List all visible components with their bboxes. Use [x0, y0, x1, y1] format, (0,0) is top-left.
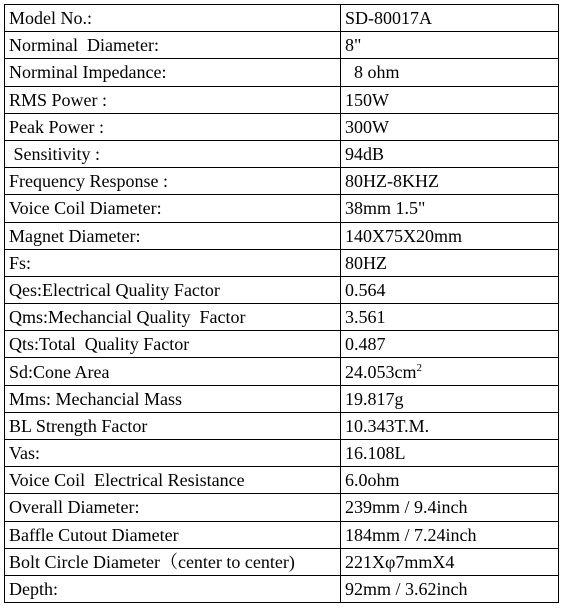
spec-label: Overall Diameter:: [5, 494, 341, 521]
spec-row-voice-coil-resistance: [5, 467, 559, 494]
spec-row-sensitivity: [5, 140, 559, 167]
spec-value: 8 ohm: [341, 59, 559, 86]
spec-value: 221Xφ7mmX4: [341, 548, 559, 575]
spec-label: Depth:: [5, 575, 341, 602]
spec-value: 0.487: [341, 331, 559, 358]
spec-value: 80HZ: [341, 249, 559, 276]
spec-label: Mms: Mechancial Mass: [5, 385, 341, 412]
spec-row-cone-area: [5, 358, 559, 385]
spec-row-bl-strength: [5, 412, 559, 439]
spec-value-text: 24.053cm: [345, 361, 417, 382]
spec-label: BL Strength Factor: [5, 412, 341, 439]
spec-label: Model No.:: [5, 5, 341, 32]
spec-value: 38mm 1.5": [341, 195, 559, 222]
spec-row-qms: [5, 304, 559, 331]
spec-label: Bolt Circle Diameter（center to center): [5, 548, 341, 575]
spec-value: 150W: [341, 86, 559, 113]
spec-label: Frequency Response :: [5, 168, 341, 195]
spec-value: 10.343T.M.: [341, 412, 559, 439]
spec-value: 239mm / 9.4inch: [341, 494, 559, 521]
spec-value: 0.564: [341, 276, 559, 303]
spec-row-magnet-diameter: [5, 222, 559, 249]
spec-label: Qes:Electrical Quality Factor: [5, 276, 341, 303]
spec-label: Norminal Diameter:: [5, 32, 341, 59]
spec-label: Fs:: [5, 249, 341, 276]
spec-value: 300W: [341, 113, 559, 140]
spec-row-voice-coil-diameter: [5, 195, 559, 222]
spec-label: Sd:Cone Area: [5, 358, 341, 385]
spec-row-overall-diameter: [5, 494, 559, 521]
spec-label: Qts:Total Quality Factor: [5, 331, 341, 358]
spec-row-fs: [5, 249, 559, 276]
spec-row-peak-power: [5, 113, 559, 140]
spec-value: 6.0ohm: [341, 467, 559, 494]
spec-value: 92mm / 3.62inch: [341, 575, 559, 602]
spec-row-rms-power: [5, 86, 559, 113]
spec-row-baffle-cutout: [5, 521, 559, 548]
speaker-spec-table: [4, 4, 559, 603]
spec-value: 19.817g: [341, 385, 559, 412]
spec-value: 3.561: [341, 304, 559, 331]
spec-row-nominal-diameter: [5, 32, 559, 59]
spec-label: Voice Coil Diameter:: [5, 195, 341, 222]
spec-row-depth: [5, 575, 559, 602]
spec-label: Voice Coil Electrical Resistance: [5, 467, 341, 494]
spec-row-frequency-response: [5, 168, 559, 195]
spec-label: Baffle Cutout Diameter: [5, 521, 341, 548]
spec-value: [341, 358, 559, 385]
spec-row-qts: [5, 331, 559, 358]
spec-value: 16.108L: [341, 440, 559, 467]
spec-label: Magnet Diameter:: [5, 222, 341, 249]
spec-label: RMS Power :: [5, 86, 341, 113]
spec-label: Norminal Impedance:: [5, 59, 341, 86]
spec-label: Vas:: [5, 440, 341, 467]
spec-value: 140X75X20mm: [341, 222, 559, 249]
spec-value: 80HZ-8KHZ: [341, 168, 559, 195]
superscript-exponent: 2: [416, 361, 422, 374]
spec-row-vas: [5, 440, 559, 467]
spec-row-bolt-circle: [5, 548, 559, 575]
spec-value: 94dB: [341, 140, 559, 167]
spec-value: SD-80017A: [341, 5, 559, 32]
spec-row-model-no: [5, 5, 559, 32]
spec-row-nominal-impedance: [5, 59, 559, 86]
spec-row-mms: [5, 385, 559, 412]
spec-label: Qms:Mechancial Quality Factor: [5, 304, 341, 331]
spec-label: Peak Power :: [5, 113, 341, 140]
spec-value: 184mm / 7.24inch: [341, 521, 559, 548]
spec-value: 8": [341, 32, 559, 59]
spec-row-qes: [5, 276, 559, 303]
spec-label: Sensitivity :: [5, 140, 341, 167]
